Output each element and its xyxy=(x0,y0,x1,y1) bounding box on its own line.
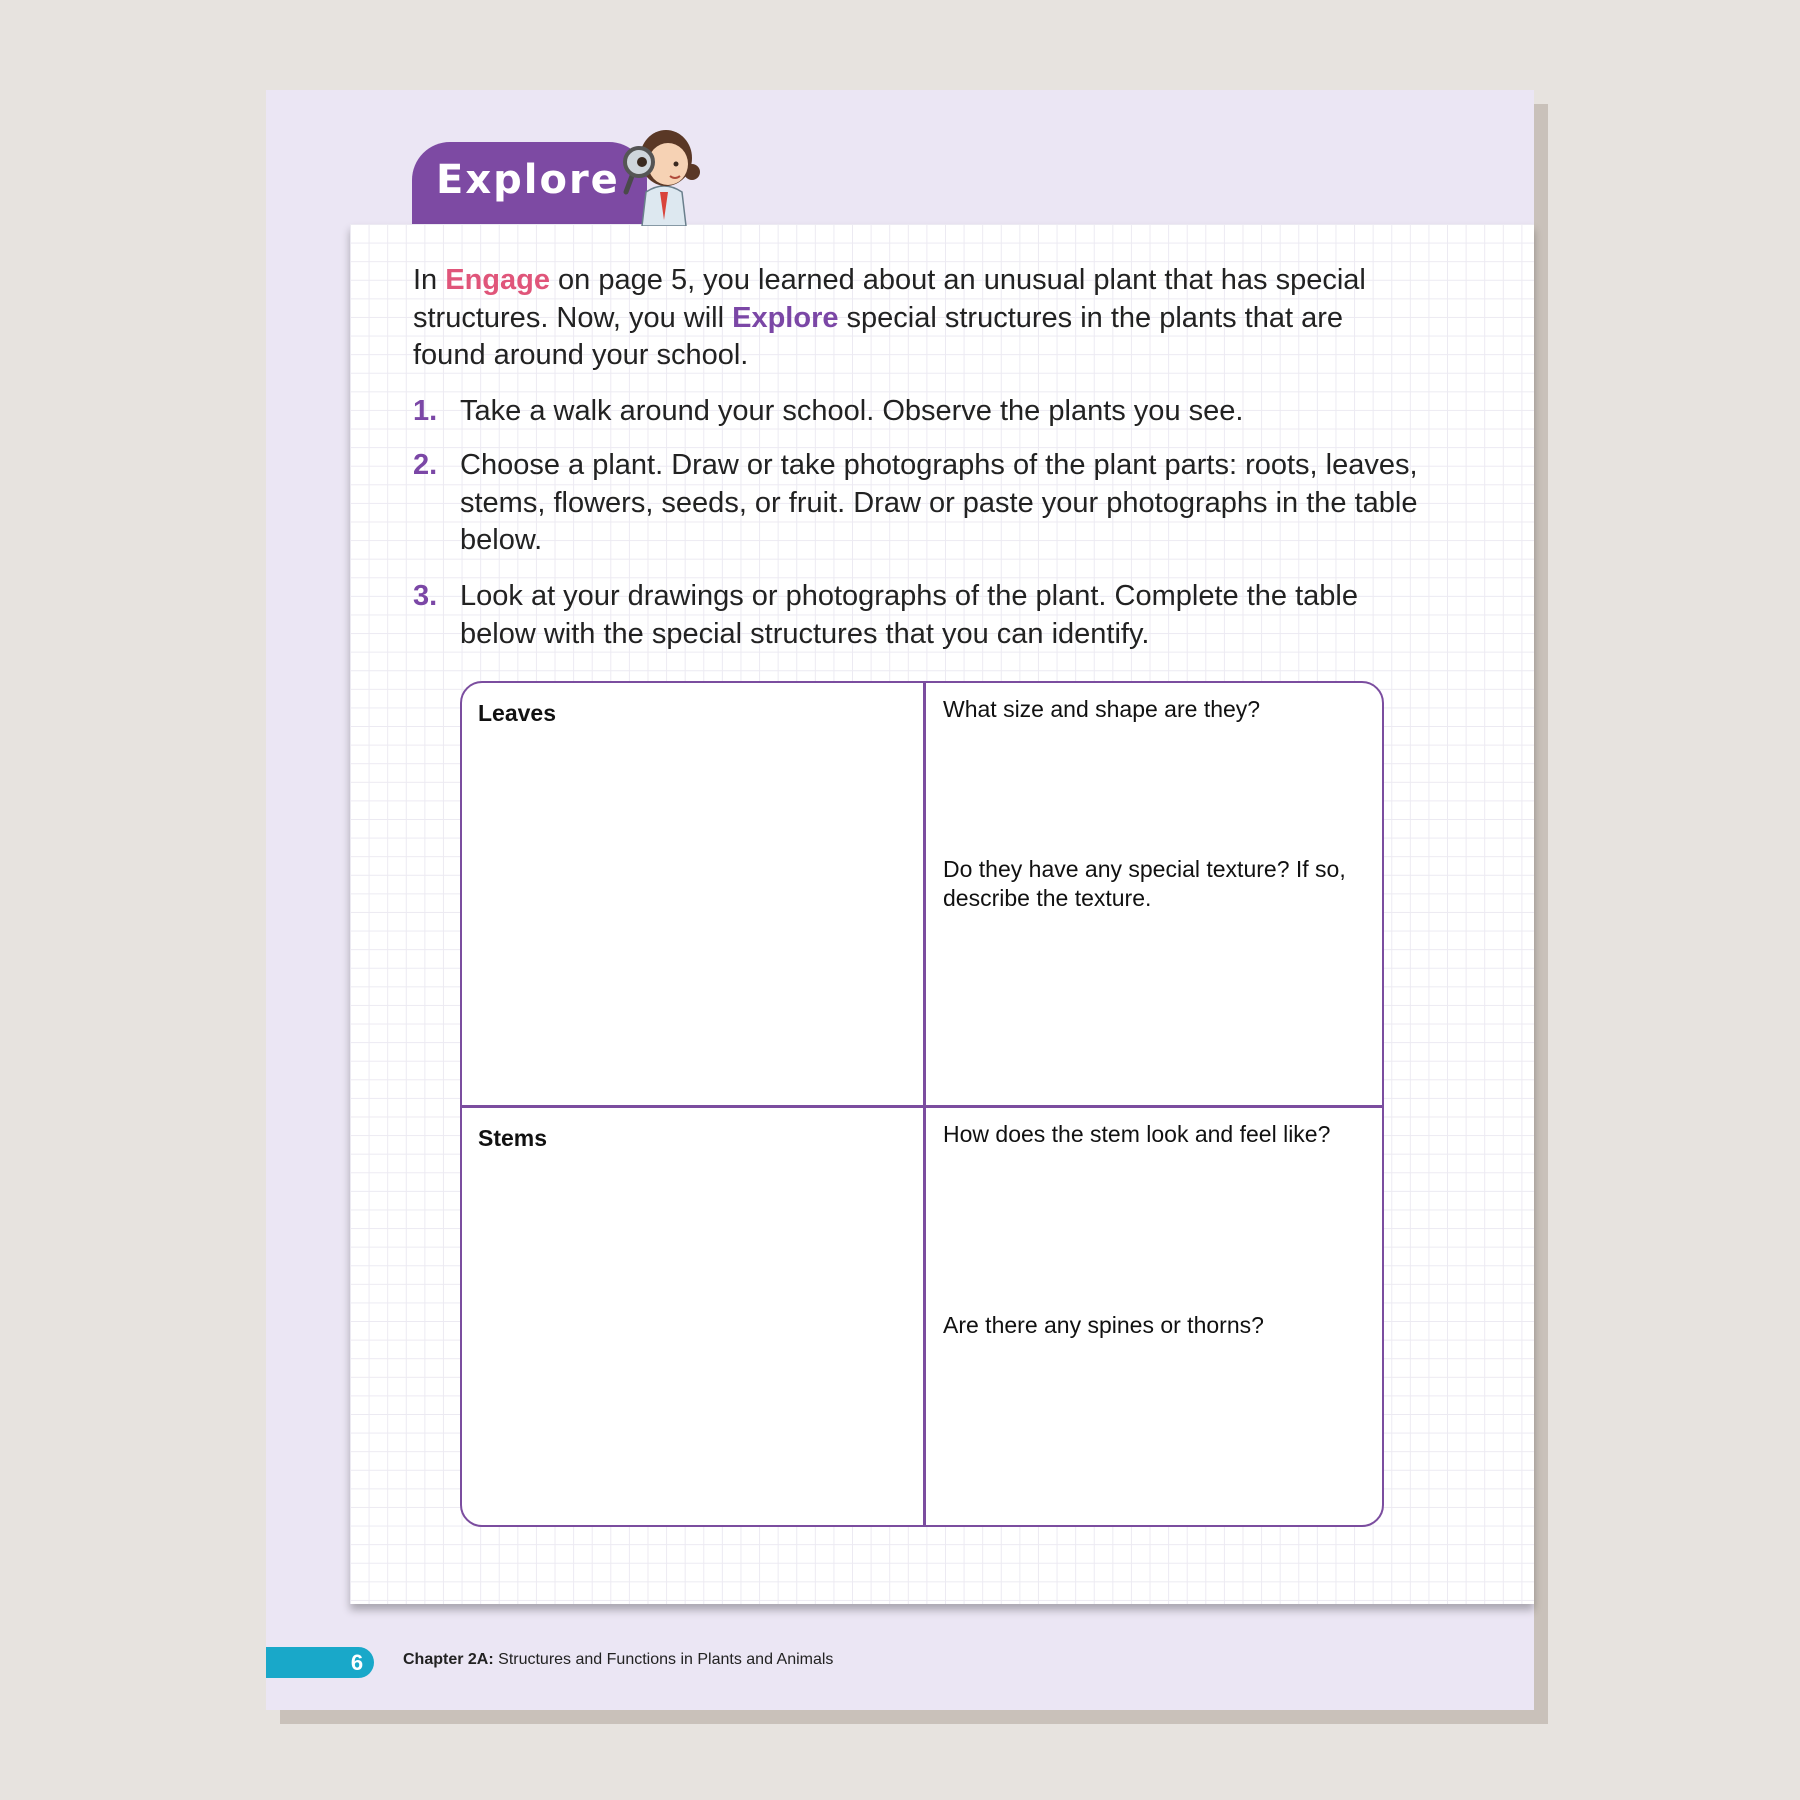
stems-question-spines: Are there any spines or thorns? xyxy=(943,1312,1264,1338)
engage-highlight: Engage xyxy=(445,264,550,296)
step-number: 3. xyxy=(413,580,438,612)
explore-highlight: Explore xyxy=(732,301,839,334)
magnifying-glass-icon xyxy=(625,148,653,192)
page-number: 6 xyxy=(350,1650,364,1675)
chapter-title: Structures and Functions in Plants and Animals xyxy=(498,1651,834,1668)
step-number: 1. xyxy=(413,395,438,427)
explore-tab-label: Explore xyxy=(436,157,620,203)
plant-structures-table xyxy=(460,681,1384,1527)
step-number: 2. xyxy=(413,449,438,481)
chapter-footer xyxy=(403,1651,833,1669)
intro-text-1: In xyxy=(413,264,446,296)
intro-text-3: special structures in the plants that are found around your school. xyxy=(413,301,1344,371)
leaves-question-texture: Do they have any special texture? If so, describe the texture. xyxy=(943,856,1346,911)
step-1 xyxy=(413,393,1423,431)
intro-paragraph xyxy=(413,262,1423,375)
stems-question-look-feel: How does the stem look and feel like? xyxy=(943,1121,1331,1147)
step-text: Look at your drawings or photographs of the plant. Complete the table below with the special structures that you can identify. xyxy=(460,580,1358,650)
step-2 xyxy=(413,447,1423,560)
chapter-label: Chapter 2A: xyxy=(403,1651,494,1668)
step-text: Choose a plant. Draw or take photographs of the plant parts: roots, leaves, stems, flowers, seeds, or fruit. Draw or paste your photographs in the table below. xyxy=(460,449,1418,556)
stems-label: Stems xyxy=(478,1125,548,1151)
leaves-question-size-shape: What size and shape are they? xyxy=(943,696,1261,722)
intro-text-2: on page 5, you learned about an unusual plant that has special structures. Now, you will xyxy=(413,264,1366,334)
step-3 xyxy=(413,578,1423,653)
leaves-label: Leaves xyxy=(478,700,557,726)
table-row-divider xyxy=(462,1105,1382,1108)
eye xyxy=(674,162,679,167)
explorer-girl-mascot xyxy=(612,120,716,226)
step-text: Take a walk around your school. Observe the plants you see. xyxy=(460,395,1244,427)
table-column-divider xyxy=(923,683,926,1525)
